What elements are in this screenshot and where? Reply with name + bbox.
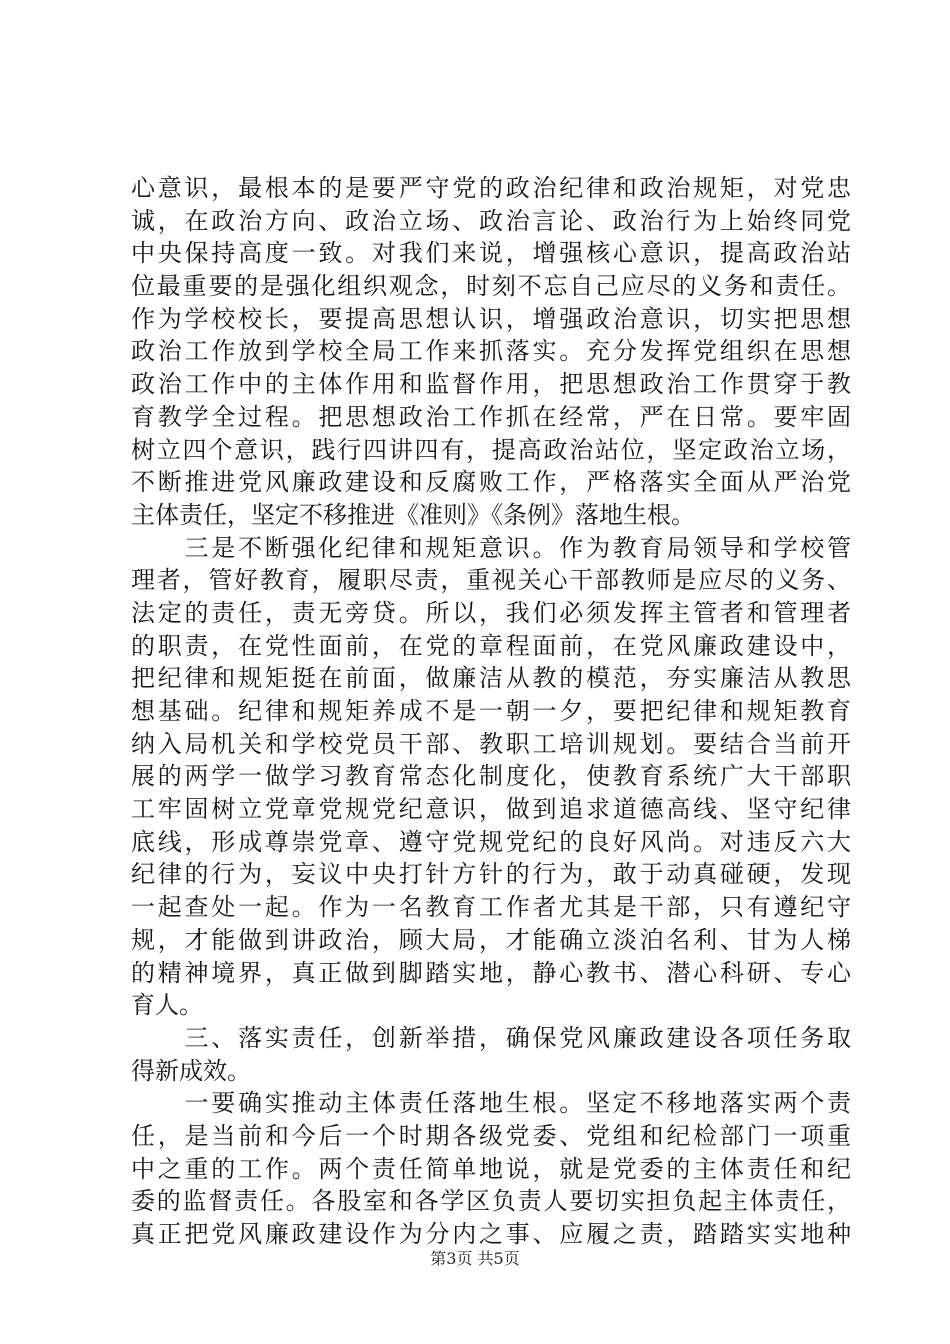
text-line: 心意识，最根本的是要严守党的政治纪律和政治规矩，对党忠 [131, 174, 851, 202]
text-line: 树立四个意识，践行四讲四有，提高政治站位，坚定政治立场， [131, 435, 851, 464]
text-line: 工牢固树立党章党规党纪意识，做到追求道德高线、坚守纪律 [131, 795, 851, 824]
text-line: 的精神境界，真正做到脚踏实地，静心教书、潜心科研、专心 [131, 958, 851, 987]
text-line: 位最重要的是强化组织观念，时刻不忘自己应尽的义务和责任。 [131, 272, 851, 301]
document-body [131, 172, 851, 1251]
text-line: 得新成效。 [131, 1056, 251, 1085]
page-footer: 第3页 共5页 [430, 1249, 520, 1268]
text-line: 理者，管好教育，履职尽责，重视关心干部教师是应尽的义务、 [131, 566, 851, 595]
text-line: 纳入局机关和学校党员干部、教职工培训规划。要结合当前开 [131, 729, 851, 758]
text-line: 三、落实责任，创新举措，确保党风廉政建设各项任务取 [131, 1023, 851, 1052]
text-line: 政治工作中的主体作用和监督作用，把思想政治工作贯穿于教 [131, 370, 851, 399]
text-line: 规，才能做到讲政治，顾大局，才能确立淡泊名利、甘为人梯 [131, 925, 851, 954]
text-line: 底线，形成尊崇党章、遵守党规党纪的良好风尚。对违反六大 [131, 827, 851, 856]
text-line: 法定的责任，责无旁贷。所以，我们必须发挥主管者和管理者 [131, 598, 851, 627]
text-line: 中之重的工作。两个责任简单地说，就是党委的主体责任和纪 [131, 1154, 851, 1183]
text-line: 委的监督责任。各股室和各学区负责人要切实担负起主体责任， [131, 1187, 851, 1216]
text-line: 政治工作放到学校全局工作来抓落实。充分发挥党组织在思想 [131, 337, 851, 366]
text-line: 三是不断强化纪律和规矩意识。作为教育局领导和学校管 [131, 533, 851, 562]
text-line: 把纪律和规矩挺在前面，做廉洁从教的模范，夯实廉洁从教思 [131, 664, 851, 693]
text-line: 育人。 [131, 991, 203, 1020]
text-line: 作为学校校长，要提高思想认识，增强政治意识，切实把思想 [131, 304, 851, 333]
text-line: 不断推进党风廉政建设和反腐败工作，严格落实全面从严治党 [131, 468, 851, 497]
text-line: 一要确实推动主体责任落地生根。坚定不移地落实两个责 [131, 1089, 851, 1118]
text-line: 想基础。纪律和规矩养成不是一朝一夕，要把纪律和规矩教育 [131, 697, 851, 725]
text-line: 任，是当前和今后一个时期各级党委、党组和纪检部门一项重 [131, 1121, 851, 1150]
text-line: 展的两学一做学习教育常态化制度化，使教育系统广大干部职 [131, 762, 851, 791]
text-line: 一起查处一起。作为一名教育工作者尤其是干部，只有遵纪守 [131, 893, 851, 922]
text-line: 纪律的行为，妄议中央打针方针的行为，敢于动真碰硬，发现 [131, 860, 851, 889]
text-line: 真正把党风廉政建设作为分内之事、应履之责，踏踏实实地种 [131, 1220, 851, 1248]
text-line: 诚，在政治方向、政治立场、政治言论、政治行为上始终同党 [131, 206, 851, 235]
text-line: 育教学全过程。把思想政治工作抓在经常，严在日常。要牢固 [131, 402, 851, 431]
text-line: 的职责，在党性面前，在党的章程面前，在党风廉政建设中， [131, 631, 851, 660]
text-line: 中央保持高度一致。对我们来说，增强核心意识，提高政治站 [131, 239, 851, 268]
text-line: 主体责任，坚定不移推进《准则》《条例》落地生根。 [131, 500, 695, 529]
